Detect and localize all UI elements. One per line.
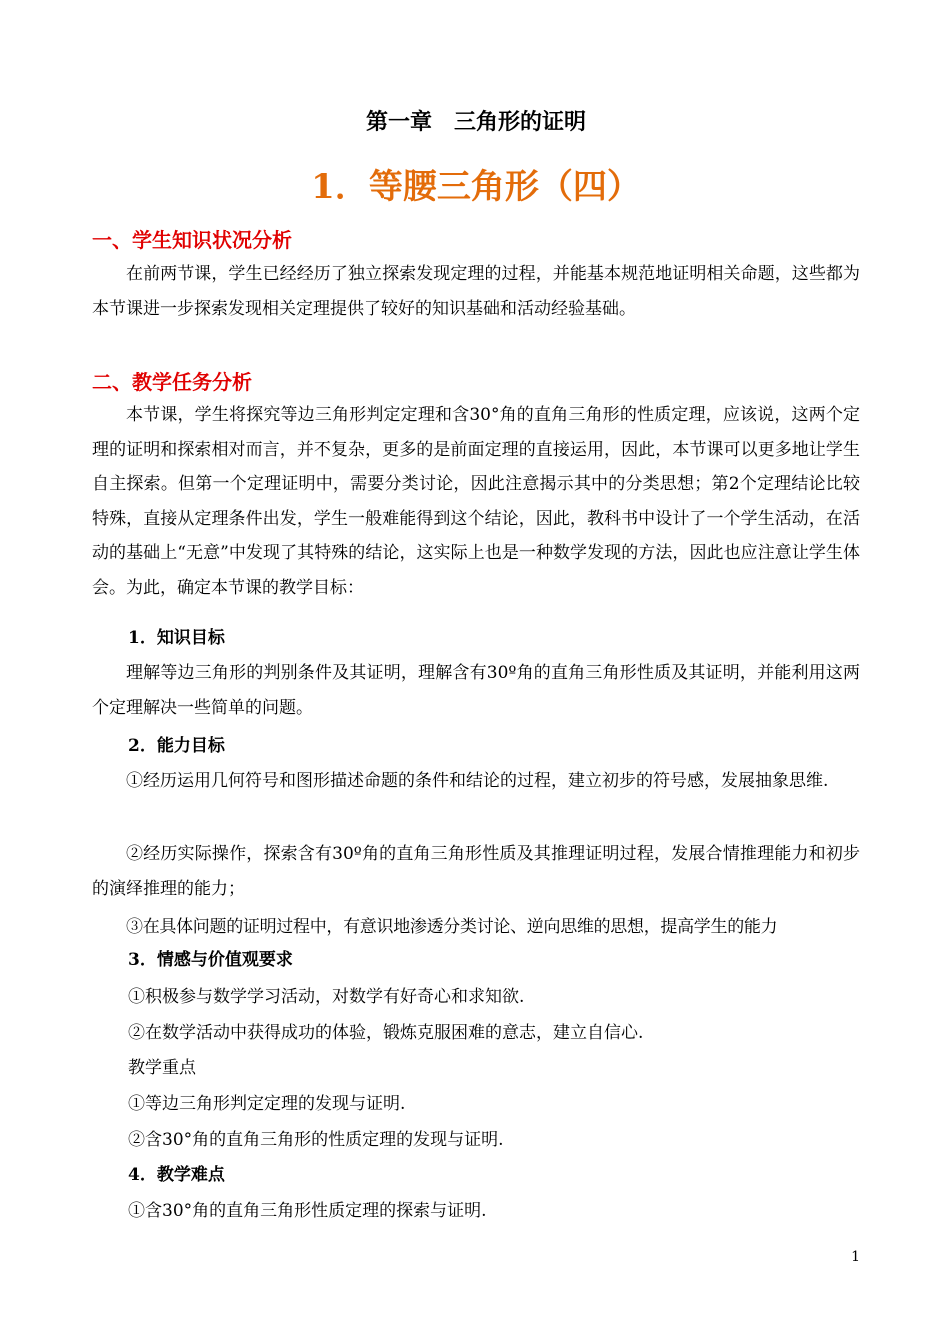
goal1-heading: 1．知识目标: [128, 628, 225, 648]
chapter-title: 第一章 三角形的证明: [365, 109, 586, 135]
lesson-title: 1．等腰三角形（四）: [311, 167, 641, 207]
section1-paragraph: 在前两节课，学生已经经历了独立探索发现定理的过程，并能基本规范地证明相关命题，这些都为本节课进一步探索发现相关定理提供了较好的知识基础和活动经验基础。: [92, 264, 860, 319]
goal3-heading: 3．情感与价值观要求: [128, 950, 293, 970]
goal2-item2: ②经历实际操作，探索含有30º角的直角三角形性质及其推理证明过程，发展合情推理能力和初步的演绎推理的能力；: [92, 844, 860, 899]
goal3-item2: ②在数学活动中获得成功的体验，锻炼克服困难的意志，建立自信心.: [128, 1023, 644, 1043]
goal1-text: 理解等边三角形的判别条件及其证明，理解含有30º角的直角三角形性质及其证明，并能利用这两个定理解决一些简单的问题。: [92, 663, 860, 718]
section-heading-student-knowledge: 一、学生知识状况分析: [92, 228, 292, 252]
section-heading-teaching-task: 二、教学任务分析: [92, 370, 252, 394]
goal2-item1: ①经历运用几何符号和图形描述命题的条件和结论的过程，建立初步的符号感，发展抽象思维.: [126, 771, 829, 791]
page-number: 1: [851, 1249, 860, 1265]
document-page: [92, 0, 860, 1344]
goal2-item3: ③在具体问题的证明过程中，有意识地渗透分类讨论、逆向思维的思想，提高学生的能力: [126, 917, 778, 937]
goal4-heading: 4．教学难点: [128, 1165, 225, 1185]
key-points-item2: ②含30°角的直角三角形的性质定理的发现与证明.: [128, 1130, 504, 1150]
goal2-heading: 2．能力目标: [128, 736, 225, 756]
key-points-item1: ①等边三角形判定定理的发现与证明.: [128, 1094, 406, 1114]
key-points-label: 教学重点: [128, 1058, 196, 1078]
goal3-item1: ①积极参与数学学习活动，对数学有好奇心和求知欲.: [128, 987, 525, 1007]
section2-paragraph: 本节课，学生将探究等边三角形判定定理和含30°角的直角三角形的性质定理，应该说，这两个定理的证明和探索相对而言，并不复杂，更多的是前面定理的直接运用，因此，本节课可以更多地让学生自主探索。但第一个定理证明中，需要分类讨论，因此注意揭示其中的分类思想；第2个定理结论比较特殊，直接从定理条件出发，学生一般难能得到这个结论，因此，教科书中设计了一个学生活动，在活动的基础上“无意”中发现了其特殊的结论，这实际上也是一种数学发现的方法，因此也应注意让学生体会。为此，确定本节课的教学目标：: [92, 405, 860, 598]
goal4-item1: ①含30°角的直角三角形性质定理的探索与证明.: [128, 1201, 487, 1221]
